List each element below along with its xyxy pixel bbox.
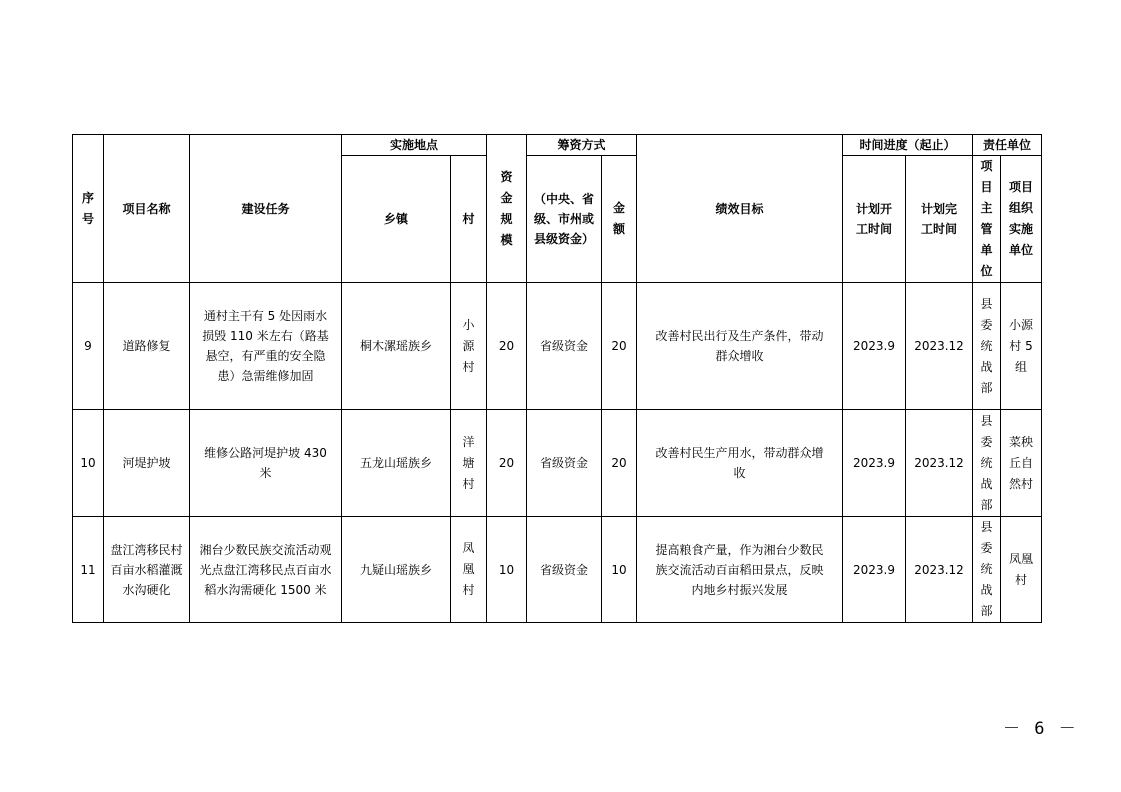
row-funding-source: 省级资金 — [527, 410, 602, 517]
header-village: 村 — [451, 156, 487, 283]
row-funding-source: 省级资金 — [527, 283, 602, 410]
project-table — [72, 134, 1042, 623]
header-row-1 — [73, 135, 1042, 156]
row-performance-goal: 提高粮食产量，作为湘台少数民 族交流活动百亩稻田景点，反映 内地乡村振兴发展 — [637, 517, 843, 623]
row-implementing-unit: 凤凰 村 — [1001, 517, 1042, 623]
header-town: 乡镇 — [342, 156, 451, 283]
table-row — [73, 517, 1042, 623]
row-supervising-unit: 县 委 统 战 部 — [973, 517, 1001, 623]
row-project-name: 河堤护坡 — [104, 410, 190, 517]
header-supervising-unit: 项 目 主 管 单 位 — [973, 156, 1001, 283]
row-funding-source: 省级资金 — [527, 517, 602, 623]
header-financing-source: （中央、省 级、市州或 县级资金） — [527, 156, 602, 283]
row-amount: 10 — [602, 517, 637, 623]
header-planned-start: 计划开 工时间 — [843, 156, 906, 283]
header-amount: 金 额 — [602, 156, 637, 283]
row-amount: 20 — [602, 283, 637, 410]
table-row — [73, 410, 1042, 517]
row-village: 凤 凰 村 — [451, 517, 487, 623]
row-planned-end: 2023.12 — [906, 410, 973, 517]
page-number: － 6 － — [1003, 719, 1078, 739]
header-location-group: 实施地点 — [342, 135, 487, 156]
row-project-name: 盘江湾移民村 百亩水稻灌溉 水沟硬化 — [104, 517, 190, 623]
header-construction-task: 建设任务 — [190, 135, 342, 283]
header-financing-group: 筹资方式 — [527, 135, 637, 156]
row-task: 通村主干有 5 处因雨水 损毁 110 米左右（路基 悬空，有严重的安全隐 患）急需维修加固 — [190, 283, 342, 410]
row-planned-end: 2023.12 — [906, 283, 973, 410]
table-row — [73, 283, 1042, 410]
row-supervising-unit: 县 委 统 战 部 — [973, 283, 1001, 410]
header-schedule-group: 时间进度（起止） — [843, 135, 973, 156]
row-village: 洋 塘 村 — [451, 410, 487, 517]
row-performance-goal: 改善村民生产用水，带动群众增 收 — [637, 410, 843, 517]
row-town: 五龙山瑶族乡 — [342, 410, 451, 517]
header-responsibility-group: 责任单位 — [973, 135, 1042, 156]
row-fund-scale: 10 — [487, 517, 527, 623]
header-planned-end: 计划完 工时间 — [906, 156, 973, 283]
header-fund-scale: 资 金 规 模 — [487, 135, 527, 283]
row-village: 小 源 村 — [451, 283, 487, 410]
row-supervising-unit: 县 委 统 战 部 — [973, 410, 1001, 517]
header-project-name: 项目名称 — [104, 135, 190, 283]
row-town: 九疑山瑶族乡 — [342, 517, 451, 623]
row-planned-start: 2023.9 — [843, 283, 906, 410]
row-fund-scale: 20 — [487, 283, 527, 410]
row-town: 桐木漯瑶族乡 — [342, 283, 451, 410]
header-seq: 序 号 — [73, 135, 104, 283]
row-seq: 10 — [73, 410, 104, 517]
row-amount: 20 — [602, 410, 637, 517]
row-task: 维修公路河堤护坡 430 米 — [190, 410, 342, 517]
row-planned-end: 2023.12 — [906, 517, 973, 623]
row-seq: 9 — [73, 283, 104, 410]
row-seq: 11 — [73, 517, 104, 623]
header-implementing-unit: 项目 组织 实施 单位 — [1001, 156, 1042, 283]
row-implementing-unit: 菜秧 丘自 然村 — [1001, 410, 1042, 517]
row-fund-scale: 20 — [487, 410, 527, 517]
header-performance-goal: 绩效目标 — [637, 135, 843, 283]
row-task: 湘台少数民族交流活动观 光点盘江湾移民点百亩水 稻水沟需硬化 1500 米 — [190, 517, 342, 623]
row-performance-goal: 改善村民出行及生产条件，带动 群众增收 — [637, 283, 843, 410]
row-planned-start: 2023.9 — [843, 410, 906, 517]
row-implementing-unit: 小源 村 5 组 — [1001, 283, 1042, 410]
row-project-name: 道路修复 — [104, 283, 190, 410]
row-planned-start: 2023.9 — [843, 517, 906, 623]
